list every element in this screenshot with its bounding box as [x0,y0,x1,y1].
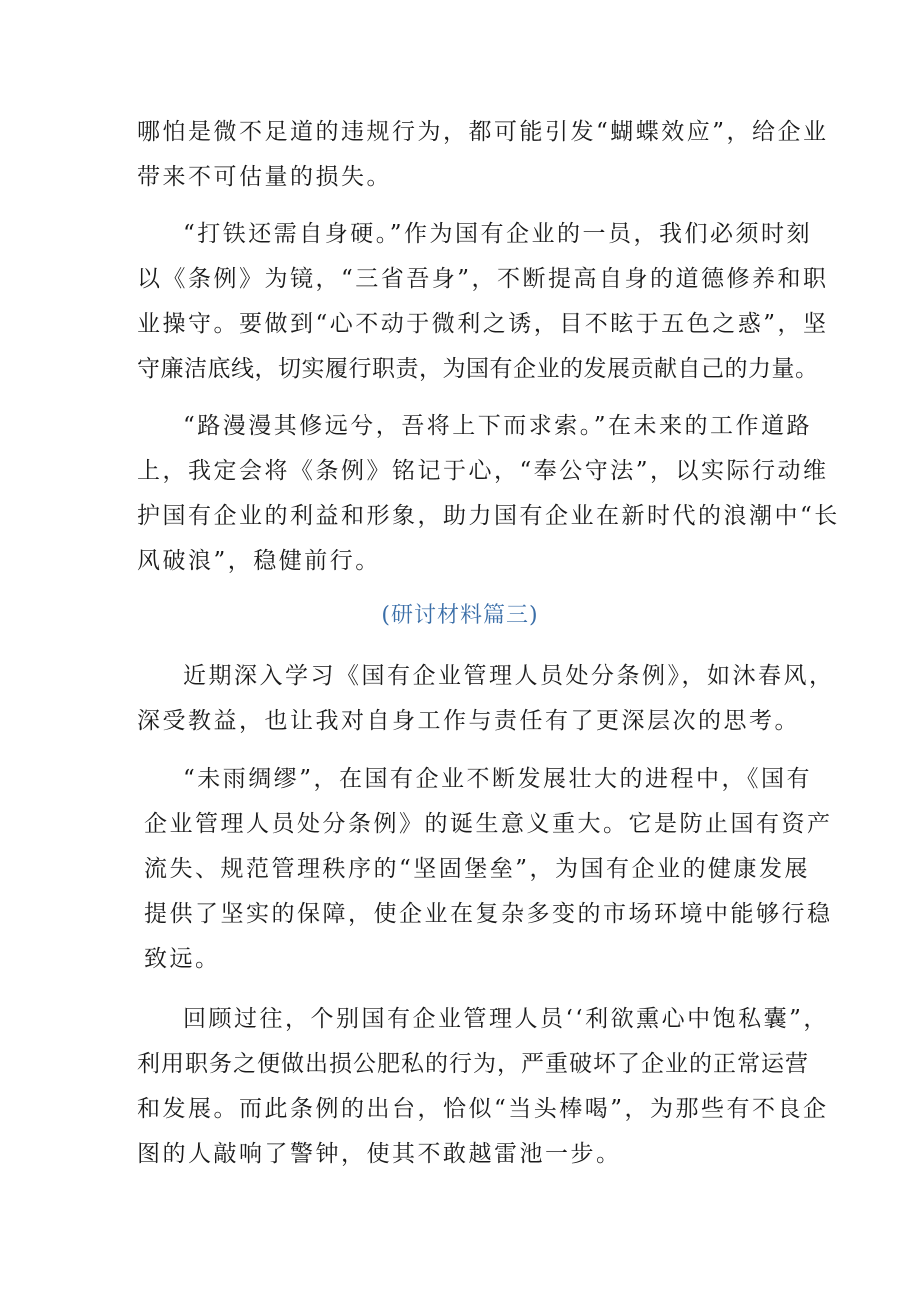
paragraph-6-line-4: 图的人敲响了警钟，使其不敢越雷池一步。 [137,1141,622,1167]
paragraph-5-line-3: 流失、规范管理秩序的“坚固堡垒”，为国有企业的健康发展 [144,856,811,882]
paragraph-1-line-1: 哪怕是微不足道的违规行为，都可能引发“蝴蝶效应”，给企业 [137,119,829,145]
paragraph-5-line-2: 企业管理人员处分条例》的诞生意义重大。它是防止国有资产 [144,811,833,837]
paragraph-6-line-2: 利用职务之便做出损公肥私的行为，严重破坏了企业的正常运营 [137,1051,809,1077]
paragraph-2-line-3: 业操守。要做到“心不动于微利之诱，目不眩于五色之惑”，坚 [137,311,829,337]
section-heading: (研讨材料篇三) [381,603,539,628]
paragraph-3-line-1: “路漫漫其修远兮，吾将上下而求索。”在未来的工作道路 [183,413,813,439]
paragraph-2-line-1: “打铁还需自身硬。”作为国有企业的一员，我们必须时刻 [183,221,813,247]
paragraph-3-line-4: 风破浪”，稳健前行。 [137,548,381,574]
paragraph-2-line-4: 守廉洁底线，切实履行职责，为国有企业的发展贡献自己的力量。 [137,356,819,382]
paragraph-3-line-3: 护国有企业的利益和形象，助力国有企业在新时代的浪潮中“长 [137,503,840,529]
paragraph-2-line-2: 以《条例》为镜，“三省吾身”，不断提高自身的道德修养和职 [137,266,829,292]
paragraph-4-line-2: 深受教益，也让我对自身工作与责任有了更深层次的思考。 [137,708,800,734]
paragraph-6-line-3: 和发展。而此条例的出台，恰似“当头棒喝”，为那些有不良企 [137,1096,829,1122]
paragraph-6-line-1: 回顾过往，个别国有企业管理人员‘‘利欲熏心中饱私囊”， [183,1006,829,1032]
paragraph-5-line-5: 致远。 [144,946,221,972]
paragraph-5-line-1: “未雨绸缪”，在国有企业不断发展壮大的进程中，《国有 [183,766,813,792]
paragraph-4-line-1: 近期深入学习《国有企业管理人员处分条例》，如沐春风， [183,663,835,689]
paragraph-3-line-2: 上，我定会将《条例》铭记于心，“奉公守法”，以实际行动维 [137,458,829,484]
paragraph-1-line-2: 带来不可估量的损失。 [137,164,392,190]
paragraph-5-line-4: 提供了坚实的保障，使企业在复杂多变的市场环境中能够行稳 [144,901,833,927]
